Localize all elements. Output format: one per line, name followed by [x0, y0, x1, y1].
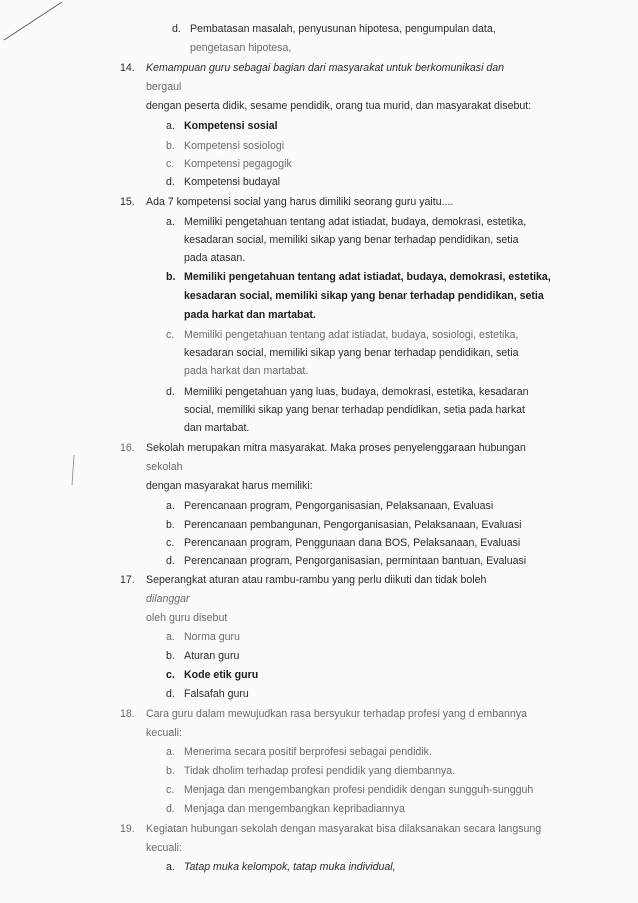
continuation-text: oleh guru disebut [146, 612, 228, 624]
continuation-text: pada harkat dan martabat. [184, 365, 309, 377]
option-text-answer: Kompetensi sosial [184, 120, 278, 132]
question-number: 19. [120, 823, 135, 835]
question-text: Seperangkat aturan atau rambu-rambu yang perlu diikuti dan tidak boleh [146, 574, 487, 586]
option-letter: d. [166, 386, 175, 398]
option-text: Perencanaan program, Pengorganisasian, Pelaksanaan, Evaluasi [184, 500, 494, 512]
continuation-text: pada harkat dan martabat. [184, 309, 316, 321]
option-text: Kompetensi budayal [184, 176, 280, 188]
continuation-text: dengan peserta didik, sesame pendidik, orang tua murid, dan masyarakat disebut: [146, 100, 532, 112]
option-letter: b. [166, 519, 175, 531]
option-letter: d. [172, 23, 181, 35]
question-number: 17. [120, 574, 135, 586]
continuation-text: social, memiliki sikap yang benar terhadap pendidikan, setia pada harkat [184, 404, 525, 416]
option-letter: c. [166, 158, 175, 170]
question-number: 14. [120, 62, 135, 74]
option-letter: a. [166, 746, 175, 758]
option-letter: a. [166, 120, 175, 132]
option-letter: c. [166, 329, 175, 341]
option-letter: c. [166, 537, 175, 549]
option-letter: a. [166, 861, 175, 873]
option-text: Menjaga dan mengembangkan kepribadiannya [184, 803, 405, 815]
option-letter: b. [166, 650, 175, 662]
option-letter: a. [166, 500, 175, 512]
question-text: Kemampuan guru sebagai bagian dari masyarakat untuk berkomunikasi dan [146, 62, 505, 74]
option-letter: a. [166, 216, 175, 228]
option-letter: b. [166, 271, 176, 283]
continuation-text: kesadaran social, memiliki sikap yang benar terhadap pendidikan, setia [184, 347, 519, 359]
option-letter: d. [166, 176, 175, 188]
option-letter: b. [166, 765, 175, 777]
continuation-text: kesadaran social, memiliki sikap yang benar terhadap pendidikan, setia [184, 290, 544, 302]
question-number: 16. [120, 442, 135, 454]
option-text: Menjaga dan mengembangkan profesi pendidik dengan sungguh-sungguh [184, 784, 534, 796]
continuation-text: dan martabat. [184, 422, 250, 434]
option-text: Falsafah guru [184, 688, 249, 700]
continuation-text: kesadaran social, memiliki sikap yang benar terhadap pendidikan, setia [184, 234, 519, 246]
continuation-text: sekolah [146, 461, 183, 473]
option-text: Memiliki pengetahuan yang luas, budaya, demokrasi, estetika, kesadaran [184, 386, 529, 398]
option-letter: a. [166, 631, 175, 643]
option-text: Memiliki pengetahuan tentang adat istiadat, budaya, sosiologi, estetika, [184, 329, 519, 341]
option-text-answer: Kode etik guru [184, 669, 259, 681]
option-text: Memiliki pengetahuan tentang adat istiadat, budaya, demokrasi, estetika, [184, 216, 527, 228]
continuation-text: kecuali: [146, 727, 182, 739]
option-letter: d. [166, 803, 175, 815]
continuation-text: kecuali: [146, 842, 182, 854]
option-text: Kompetensi pegagogik [184, 158, 292, 170]
continuation-text: dengan masyarakat harus memiliki: [146, 480, 313, 492]
option-text: Tatap muka kelompok, tatap muka individual, [184, 861, 396, 873]
option-letter: d. [166, 555, 175, 567]
option-text: Perencanaan program, Penggunaan dana BOS, Pelaksanaan, Evaluasi [184, 537, 521, 549]
question-text: Ada 7 kompetensi social yang harus dimiliki seorang guru yaitu.... [146, 196, 454, 208]
question-number: 15. [120, 196, 135, 208]
continuation-text: pengetasan hipotesa, [190, 42, 292, 54]
option-text: Aturan guru [184, 650, 240, 662]
question-number: 18. [120, 708, 135, 720]
option-text: Perencanaan pembangunan, Pengorganisasian, Pelaksanaan, Evaluasi [184, 519, 522, 531]
option-text: Pembatasan masalah, penyusunan hipotesa, pengumpulan data, [190, 23, 496, 35]
question-text: Cara guru dalam mewujudkan rasa bersyukur terhadap profesi yang d embannya [146, 708, 528, 720]
question-text: Kegiatan hubungan sekolah dengan masyarakat bisa dilaksanakan secara langsung [146, 823, 542, 835]
option-text: Kompetensi sosiologi [184, 140, 285, 152]
continuation-text: dilanggar [146, 593, 190, 605]
continuation-text: pada atasan. [184, 252, 246, 264]
option-letter: d. [166, 688, 175, 700]
option-text: Perencanaan program, Pengorganisasian, permintaan bantuan, Evaluasi [184, 555, 527, 567]
option-letter: c. [166, 784, 175, 796]
option-letter: b. [166, 140, 175, 152]
option-letter: c. [166, 669, 175, 681]
option-text: Tidak dholim terhadap profesi pendidik yang diembannya. [184, 765, 456, 777]
continuation-text: bergaul [146, 81, 182, 93]
question-text: Sekolah merupakan mitra masyarakat. Maka proses penyelenggaraan hubungan [146, 442, 526, 454]
option-text: Norma guru [184, 631, 240, 643]
option-text: Menerima secara positif berprofesi sebagai pendidik. [184, 746, 432, 758]
option-text-answer: Memiliki pengetahuan tentang adat istiadat, budaya, demokrasi, estetika, [184, 271, 551, 283]
